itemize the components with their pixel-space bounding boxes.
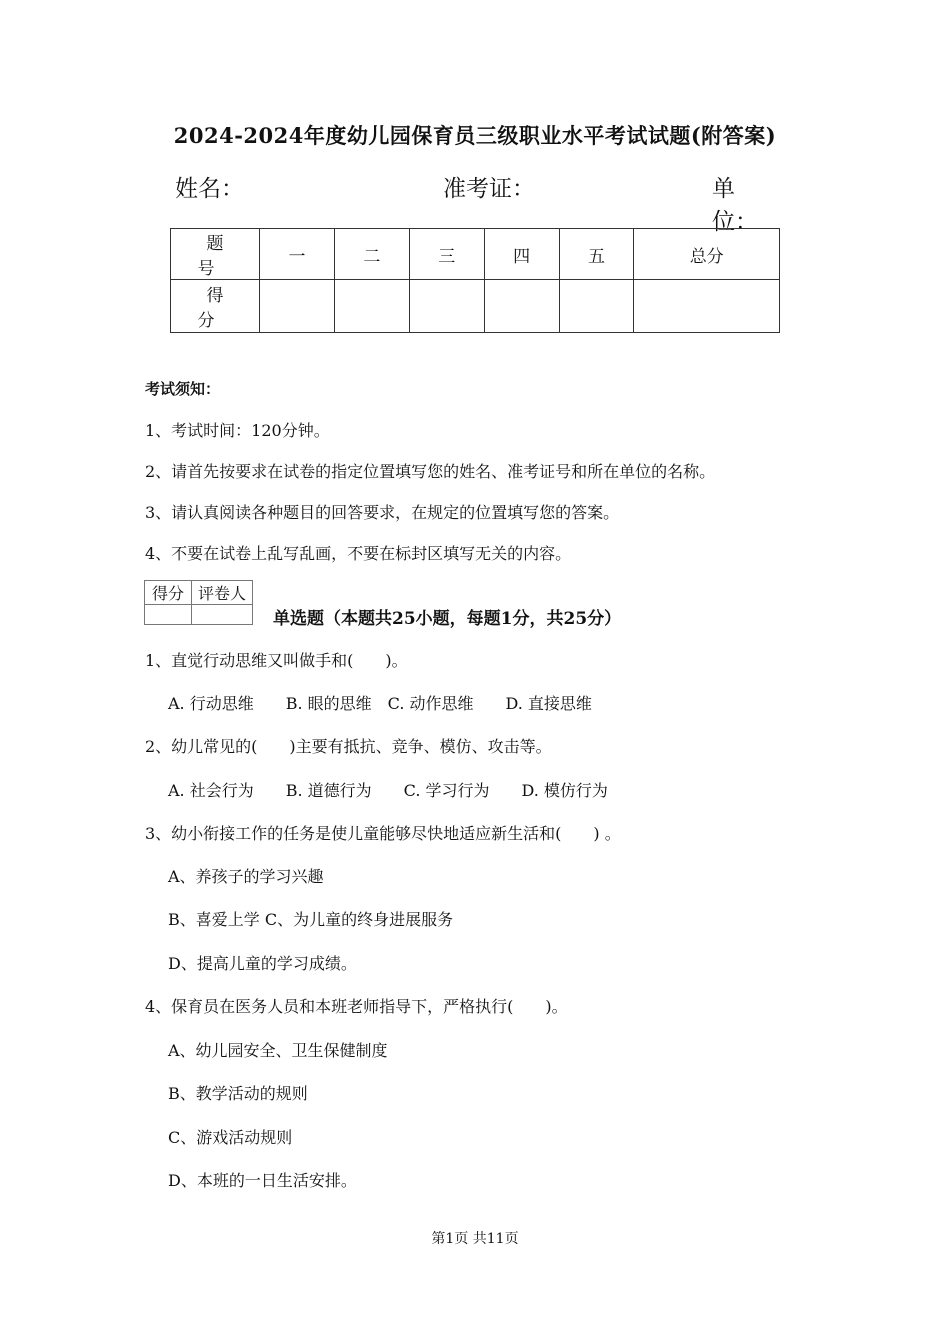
score-cell	[334, 280, 409, 333]
question-option: C、游戏活动规则	[168, 1128, 293, 1147]
question-options: A. 行动思维 B. 眼的思维 C. 动作思维 D. 直接思维	[168, 694, 592, 713]
score-cell	[559, 280, 634, 333]
grader-box	[144, 580, 253, 625]
section-4-header: 四	[484, 229, 559, 280]
grader-score-label: 得分	[145, 581, 192, 605]
grader-reviewer-label: 评卷人	[192, 581, 253, 605]
notice-item: 3、请认真阅读各种题目的回答要求，在规定的位置填写您的答案。	[145, 503, 620, 522]
question-stem: 2、幼儿常见的( )主要有抵抗、竞争、模仿、攻击等。	[145, 737, 552, 756]
notice-item: 2、请首先按要求在试卷的指定位置填写您的姓名、准考证号和所在单位的名称。	[145, 462, 716, 481]
page-footer: 第1页 共11页	[431, 1231, 519, 1247]
unit-label: 单位：	[712, 176, 758, 235]
document-title: 2024-2024年度幼儿园保育员三级职业水平考试试题(附答案)	[173, 123, 777, 148]
question-option: D、本班的一日生活安排。	[168, 1171, 357, 1190]
section-1-header: 一	[260, 229, 335, 280]
section-5-header: 五	[559, 229, 634, 280]
question-option: A、养孩子的学习兴趣	[168, 867, 324, 886]
question-stem: 3、幼小衔接工作的任务是使儿童能够尽快地适应新生活和( ) 。	[145, 824, 621, 843]
candidate-info-row	[175, 170, 780, 235]
grader-score-cell	[145, 605, 192, 625]
total-header: 总分	[634, 229, 780, 280]
exam-id-label: 准考证：	[443, 176, 535, 202]
question-stem: 4、保育员在医务人员和本班老师指导下，严格执行( )。	[145, 997, 568, 1016]
notice-item: 4、不要在试卷上乱写乱画，不要在标封区填写无关的内容。	[145, 544, 572, 563]
score-cell	[409, 280, 484, 333]
question-option: D、提高儿童的学习成绩。	[168, 954, 357, 973]
question-option: B、喜爱上学 C、为儿童的终身进展服务	[168, 910, 454, 929]
score-cell	[634, 280, 780, 333]
score-table-score-row	[171, 280, 780, 333]
question-stem: 1、直觉行动思维又叫做手和( )。	[145, 651, 408, 670]
question-option: A、幼儿园安全、卫生保健制度	[168, 1041, 388, 1060]
notice-heading: 考试须知：	[145, 380, 221, 398]
score-table	[170, 228, 780, 333]
name-label: 姓名：	[175, 176, 244, 202]
question-option: B、教学活动的规则	[168, 1084, 308, 1103]
score-cell	[484, 280, 559, 333]
grader-reviewer-cell	[192, 605, 253, 625]
section-2-header: 二	[334, 229, 409, 280]
question-number-label: 题 号	[171, 229, 260, 280]
score-label: 得 分	[171, 280, 260, 333]
question-options: A. 社会行为 B. 道德行为 C. 学习行为 D. 模仿行为	[168, 781, 608, 800]
score-table-header-row	[171, 229, 780, 280]
section-3-header: 三	[409, 229, 484, 280]
notice-item: 1、考试时间：120分钟。	[145, 421, 330, 440]
section-title: 单选题（本题共25小题，每题1分，共25分）	[273, 609, 622, 629]
